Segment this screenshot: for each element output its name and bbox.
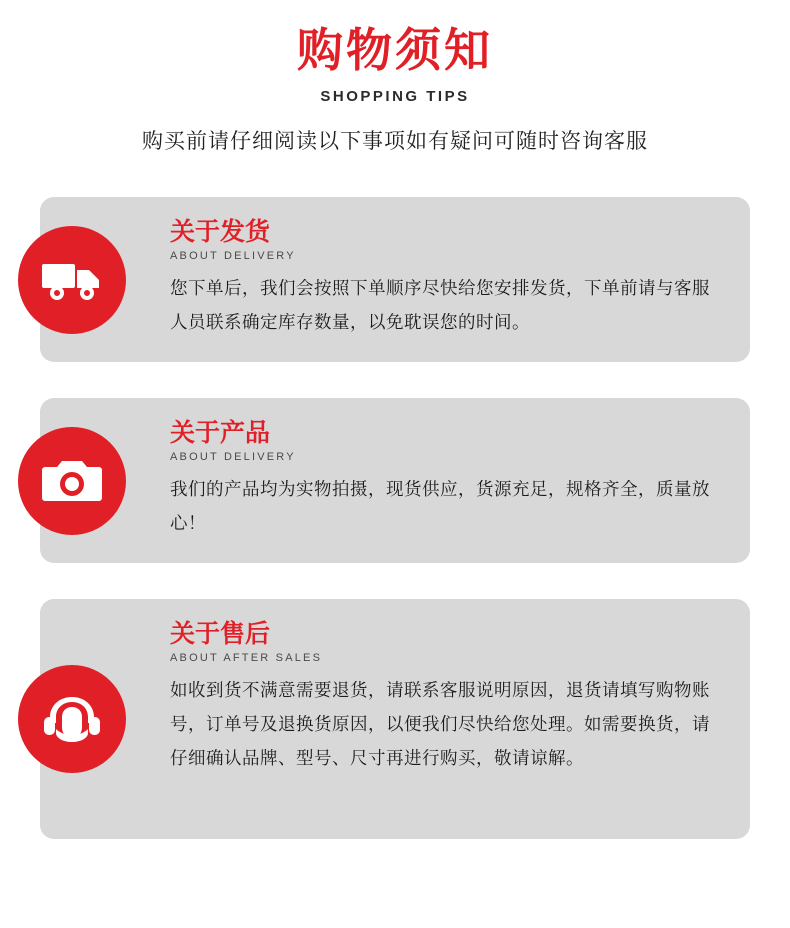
tip-card-title: 关于售后 — [170, 619, 271, 648]
tip-card-body: 我们的产品均为实物拍摄，现货供应，货源充足，规格齐全，质量放心！ — [170, 480, 710, 534]
camera-icon — [18, 427, 126, 535]
truck-icon — [18, 226, 126, 334]
tip-card-subtitle: ABOUT DELIVERY — [170, 250, 296, 262]
tip-card-after-sales — [40, 599, 750, 839]
page-header — [0, 0, 790, 155]
tip-card-subtitle: ABOUT DELIVERY — [170, 451, 296, 463]
tip-card-body: 如收到货不满意需要退货，请联系客服说明原因，退货请填写购物账号，订单号及退换货原因，以便我们尽快给您处理。如需要换货，请仔细确认品牌、型号、尺寸再进行购买，敬请谅解。 — [170, 681, 710, 769]
page-lead-text: 购买前请仔细阅读以下事项如有疑问可随时咨询客服 — [142, 129, 648, 153]
tip-card-delivery — [40, 197, 750, 362]
headset-support-icon — [18, 665, 126, 773]
tip-card-subtitle: ABOUT AFTER SALES — [170, 652, 323, 664]
page-title: 购物须知 — [297, 23, 493, 77]
tip-card-product — [40, 398, 750, 563]
page-subtitle: SHOPPING TIPS — [320, 88, 470, 105]
tip-card-title: 关于发货 — [170, 217, 271, 246]
tip-card-body: 您下单后，我们会按照下单顺序尽快给您安排发货，下单前请与客服人员联系确定库存数量，以免耽误您的时间。 — [170, 279, 710, 333]
tip-card-title: 关于产品 — [170, 418, 271, 447]
tips-card-list — [0, 197, 790, 839]
